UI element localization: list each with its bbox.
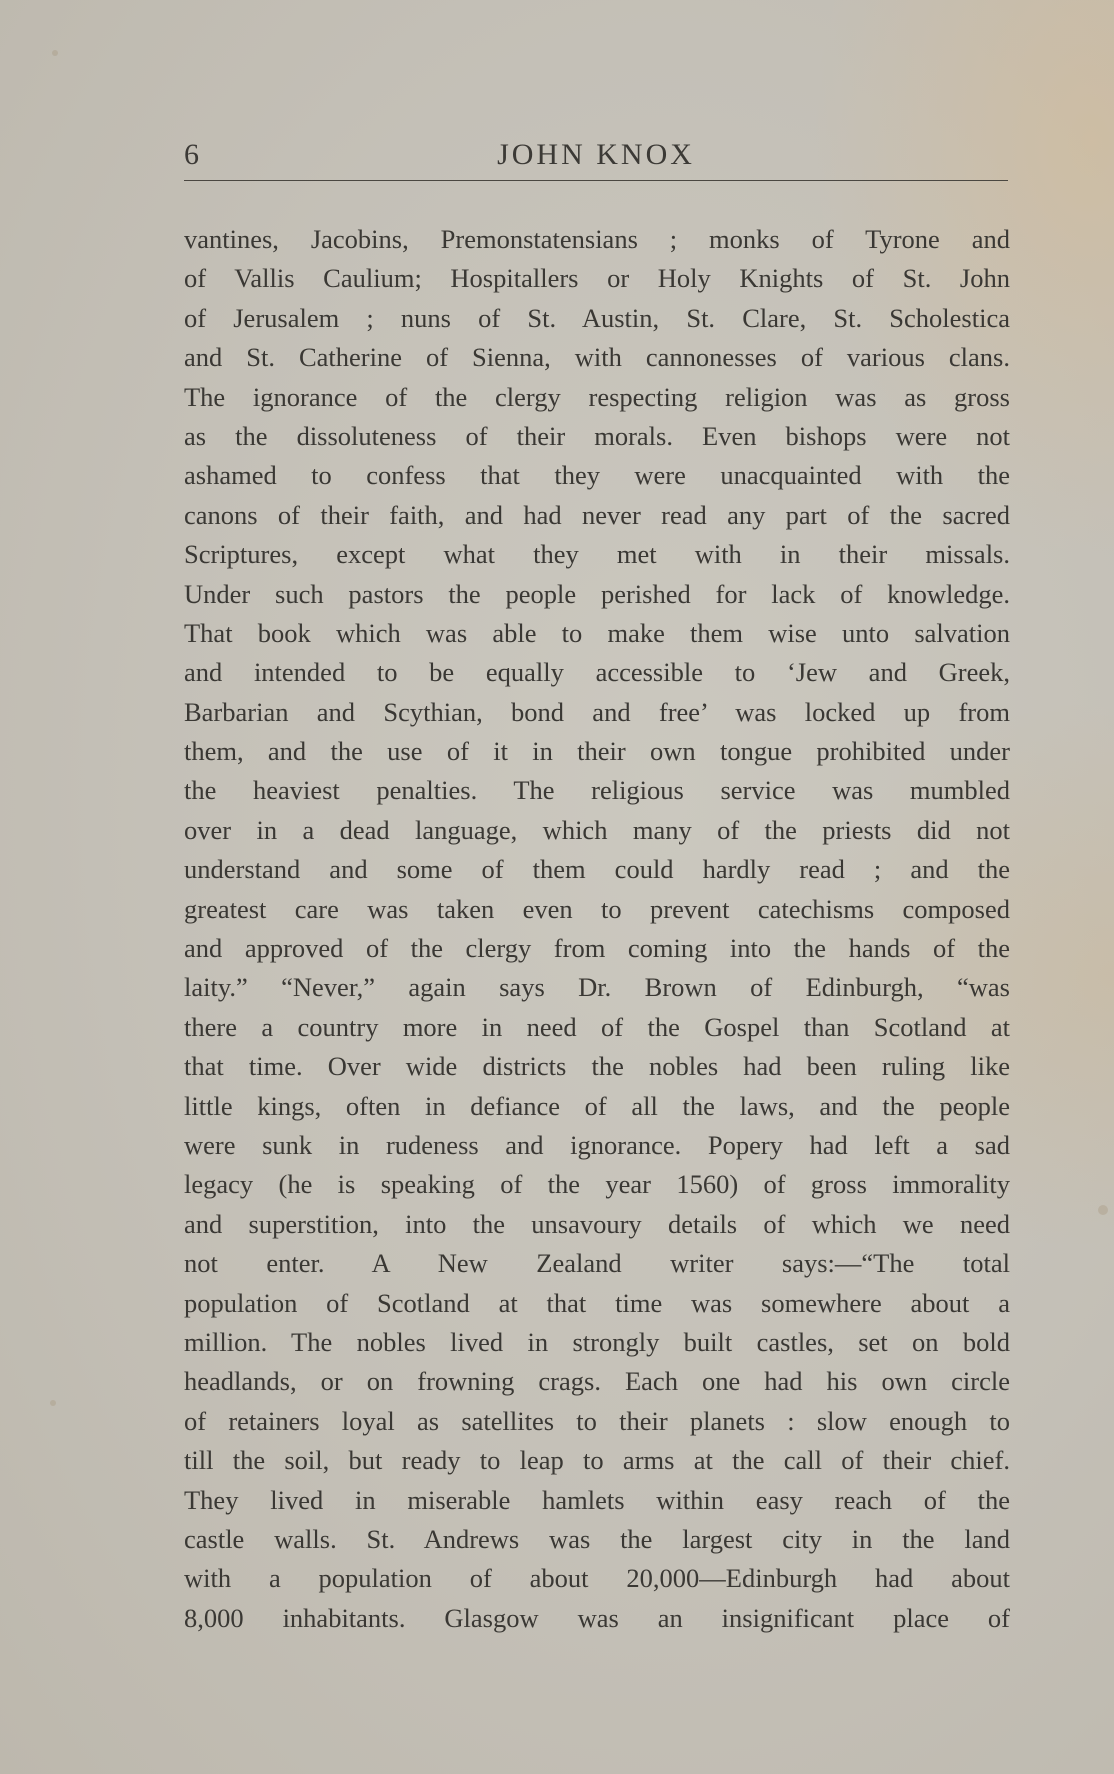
text-line: population of Scotland at that time was somewhere about a <box>184 1287 1010 1318</box>
text-line: canons of their faith, and had never read any part of the sacred <box>184 499 1010 530</box>
paper-stain <box>52 50 58 56</box>
text-line: not enter. A New Zealand writer says:—“The total <box>184 1248 1010 1279</box>
text-line: and intended to be equally accessible to ‘Jew and Greek, <box>184 657 1010 688</box>
text-line: ashamed to confess that they were unacquainted with the <box>184 460 1010 491</box>
text-line: of Vallis Caulium; Hospitallers or Holy Knights of St. John <box>184 263 1010 294</box>
text-line: greatest care was taken even to prevent catechisms composed <box>184 893 1010 924</box>
text-line: legacy (he is speaking of the year 1560) of gross immorality <box>184 1169 1010 1200</box>
text-line: laity.” “Never,” again says Dr. Brown of Edinburgh, “was <box>184 972 1010 1003</box>
text-line: and approved of the clergy from coming into the hands of the <box>184 933 1010 964</box>
text-line: That book which was able to make them wise unto salvation <box>184 617 1010 648</box>
running-header <box>184 132 1008 176</box>
text-line: little kings, often in defiance of all the laws, and the people <box>184 1090 1010 1121</box>
text-line: The ignorance of the clergy respecting religion was as gross <box>184 381 1010 412</box>
text-line: headlands, or on frowning crags. Each one had his own circle <box>184 1366 1010 1397</box>
text-line: Scriptures, except what they met with in their missals. <box>184 539 1010 570</box>
text-line: Barbarian and Scythian, bond and free’ was locked up from <box>184 696 1010 727</box>
text-line: them, and the use of it in their own tongue prohibited under <box>184 736 1010 767</box>
text-line: till the soil, but ready to leap to arms at the call of their chief. <box>184 1445 1010 1476</box>
text-line: Under such pastors the people perished for lack of knowledge. <box>184 578 1010 609</box>
text-line: They lived in miserable hamlets within easy reach of the <box>184 1484 1010 1515</box>
text-line: the heaviest penalties. The religious service was mumbled <box>184 775 1010 806</box>
text-line: as the dissoluteness of their morals. Even bishops were not <box>184 420 1010 451</box>
text-line: 8,000 inhabitants. Glasgow was an insignificant place of <box>184 1602 1010 1633</box>
page-number: 6 <box>184 138 200 171</box>
paper-stain <box>50 1400 56 1406</box>
text-line: castle walls. St. Andrews was the largest city in the land <box>184 1523 1010 1554</box>
text-line: there a country more in need of the Gospel than Scotland at <box>184 1011 1010 1042</box>
text-line: of Jerusalem ; nuns of St. Austin, St. Clare, St. Scholestica <box>184 302 1010 333</box>
text-line: vantines, Jacobins, Premonstatensians ; monks of Tyrone and <box>184 224 1010 254</box>
text-line: million. The nobles lived in strongly built castles, set on bold <box>184 1326 1010 1357</box>
text-line: with a population of about 20,000—Edinburgh had about <box>184 1563 1010 1594</box>
body-text <box>184 220 1010 1638</box>
text-line: understand and some of them could hardly read ; and the <box>184 854 1010 885</box>
paper-stain <box>1098 1205 1108 1215</box>
running-title: JOHN KNOX <box>497 138 695 171</box>
header-rule <box>184 180 1008 181</box>
text-line: were sunk in rudeness and ignorance. Popery had left a sad <box>184 1129 1010 1160</box>
text-line: that time. Over wide districts the nobles had been ruling like <box>184 1051 1010 1082</box>
text-line: over in a dead language, which many of the priests did not <box>184 814 1010 845</box>
text-line: and superstition, into the unsavoury details of which we need <box>184 1208 1010 1239</box>
text-line: of retainers loyal as satellites to their planets : slow enough to <box>184 1405 1010 1436</box>
text-line: and St. Catherine of Sienna, with cannonesses of various clans. <box>184 342 1010 373</box>
